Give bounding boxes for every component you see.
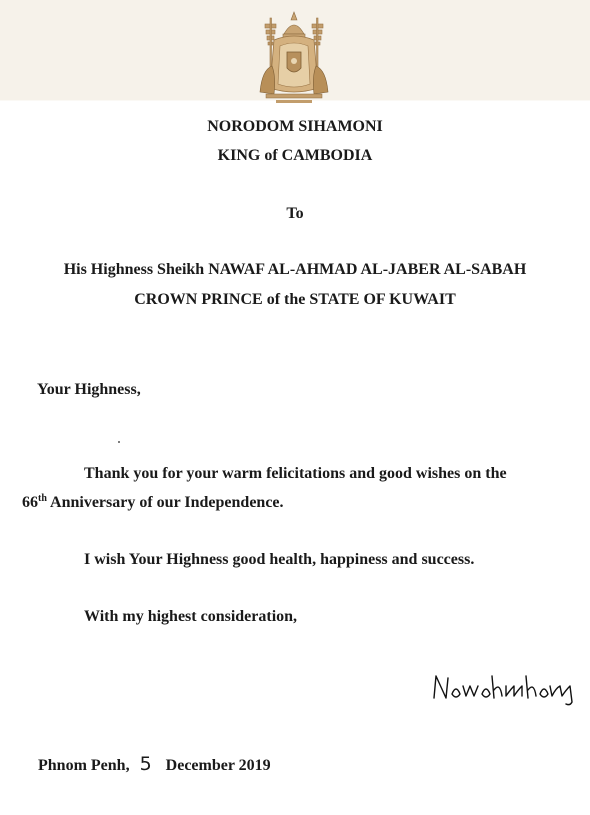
to-label: To <box>286 205 304 222</box>
date-month-year: December 2019 <box>165 757 271 774</box>
place: Phnom Penh, <box>38 757 130 774</box>
ordinal-suffix: th <box>38 493 47 504</box>
recipient-title: CROWN PRINCE of the STATE OF KUWAIT <box>134 291 456 308</box>
paragraph-1-line-2 <box>22 494 284 512</box>
place-and-date <box>38 753 271 775</box>
ordinal-number: 66 <box>22 494 38 511</box>
handwritten-signature-icon <box>430 668 576 708</box>
closing: With my highest consideration, <box>84 608 298 625</box>
paragraph-1-line-2-rest: Anniversary of our Independence. <box>46 494 284 511</box>
paragraph-2: I wish Your Highness good health, happiness and success. <box>84 551 475 568</box>
recipient-name: His Highness Sheikh NAWAF AL-AHMAD AL-JABER AL-SABAH <box>63 261 527 278</box>
ink-dot <box>118 441 120 443</box>
sender-title: KING of CAMBODIA <box>217 147 373 164</box>
royal-coat-of-arms-icon <box>256 10 332 106</box>
paragraph-1-line-1: Thank you for your warm felicitations and good wishes on the <box>84 465 507 482</box>
salutation: Your Highness, <box>37 381 141 398</box>
sender-name: NORODOM SIHAMONI <box>207 118 383 135</box>
date-day: 5 <box>139 753 152 775</box>
